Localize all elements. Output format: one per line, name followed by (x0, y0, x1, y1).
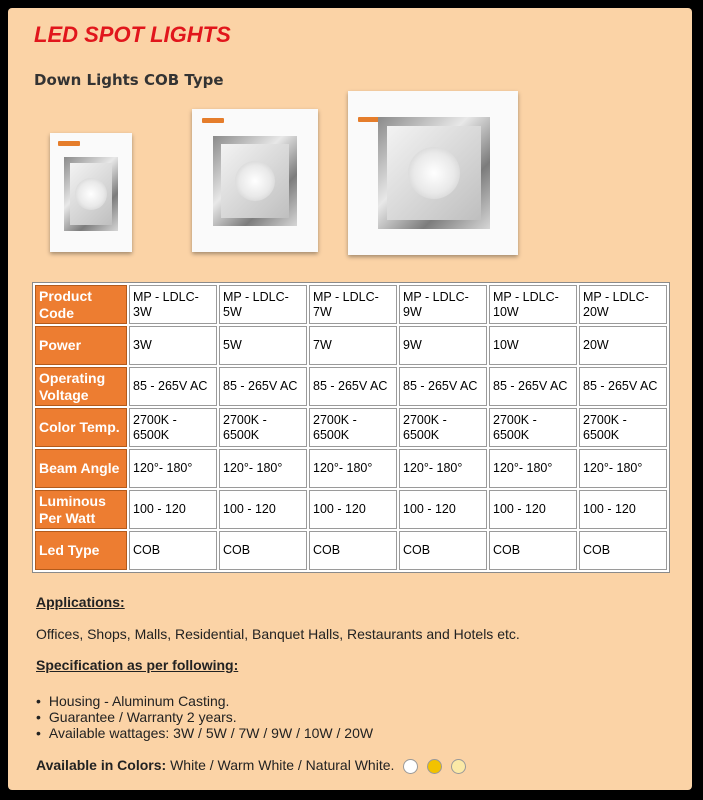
table-cell: 100 - 120 (399, 490, 487, 529)
specs-table (32, 282, 670, 573)
table-cell: 120°- 180° (489, 449, 577, 488)
table-cell: MP - LDLC-9W (399, 285, 487, 324)
table-cell: 100 - 120 (309, 490, 397, 529)
table-cell: 9W (399, 326, 487, 365)
table-cell: 2700K - 6500K (489, 408, 577, 447)
table-cell: 85 - 265V AC (309, 367, 397, 406)
row-header: Power (35, 326, 127, 365)
row-header: Led Type (35, 531, 127, 570)
table-cell: 100 - 120 (579, 490, 667, 529)
table-cell: MP - LDLC-3W (129, 285, 217, 324)
table-cell: 5W (219, 326, 307, 365)
table-cell: 85 - 265V AC (129, 367, 217, 406)
table-cell: MP - LDLC-7W (309, 285, 397, 324)
table-cell: 2700K - 6500K (219, 408, 307, 447)
brand-logo (58, 141, 80, 146)
table-row (35, 531, 667, 570)
table-cell: MP - LDLC-20W (579, 285, 667, 324)
table-cell: COB (579, 531, 667, 570)
table-cell: COB (489, 531, 577, 570)
product-image-large (348, 91, 518, 255)
table-cell: 120°- 180° (129, 449, 217, 488)
table-row (35, 285, 667, 324)
list-item: • Guarantee / Warranty 2 years. (36, 709, 373, 725)
table-row (35, 449, 667, 488)
specification-list (36, 693, 373, 741)
table-cell: 2700K - 6500K (579, 408, 667, 447)
color-swatch-natural-white (451, 759, 466, 774)
colors-label: Available in Colors: (36, 757, 167, 773)
table-cell: 120°- 180° (399, 449, 487, 488)
table-row (35, 367, 667, 406)
page-subtitle: Down Lights COB Type (34, 71, 224, 89)
table-cell: 85 - 265V AC (219, 367, 307, 406)
brand-logo (202, 118, 224, 123)
table-cell: COB (219, 531, 307, 570)
row-header: Operating Voltage (35, 367, 127, 406)
page-title: LED SPOT LIGHTS (34, 22, 231, 47)
table-cell: 120°- 180° (579, 449, 667, 488)
table-row (35, 326, 667, 365)
row-header: Luminous Per Watt (35, 490, 127, 529)
spec-sheet-page (8, 8, 692, 790)
product-image-small (50, 133, 132, 252)
table-cell: COB (309, 531, 397, 570)
product-image-medium (192, 109, 318, 252)
list-item: • Available wattages: 3W / 5W / 7W / 9W / 10W / 20W (36, 725, 373, 741)
table-row (35, 490, 667, 529)
table-cell: 100 - 120 (489, 490, 577, 529)
applications-heading: Applications: (36, 594, 125, 610)
table-cell: 2700K - 6500K (399, 408, 487, 447)
table-cell: 85 - 265V AC (489, 367, 577, 406)
table-row (35, 408, 667, 447)
table-cell: 85 - 265V AC (399, 367, 487, 406)
table-cell: MP - LDLC-10W (489, 285, 577, 324)
row-header: Product Code (35, 285, 127, 324)
table-cell: 2700K - 6500K (129, 408, 217, 447)
row-header: Color Temp. (35, 408, 127, 447)
table-cell: COB (399, 531, 487, 570)
colors-text: White / Warm White / Natural White. (170, 757, 395, 773)
specification-heading: Specification as per following: (36, 657, 239, 673)
row-header: Beam Angle (35, 449, 127, 488)
table-cell: 2700K - 6500K (309, 408, 397, 447)
table-cell: 3W (129, 326, 217, 365)
table-cell: 120°- 180° (219, 449, 307, 488)
color-swatch-warm-white (427, 759, 442, 774)
table-cell: 100 - 120 (219, 490, 307, 529)
table-cell: MP - LDLC-5W (219, 285, 307, 324)
table-cell: 120°- 180° (309, 449, 397, 488)
color-swatch-white (403, 759, 418, 774)
table-cell: 10W (489, 326, 577, 365)
table-cell: 20W (579, 326, 667, 365)
available-colors (36, 757, 466, 774)
list-item: • Housing - Aluminum Casting. (36, 693, 373, 709)
brand-logo (358, 117, 380, 122)
table-cell: 100 - 120 (129, 490, 217, 529)
table-cell: COB (129, 531, 217, 570)
table-cell: 85 - 265V AC (579, 367, 667, 406)
table-cell: 7W (309, 326, 397, 365)
applications-text: Offices, Shops, Malls, Residential, Banquet Halls, Restaurants and Hotels etc. (36, 626, 520, 642)
